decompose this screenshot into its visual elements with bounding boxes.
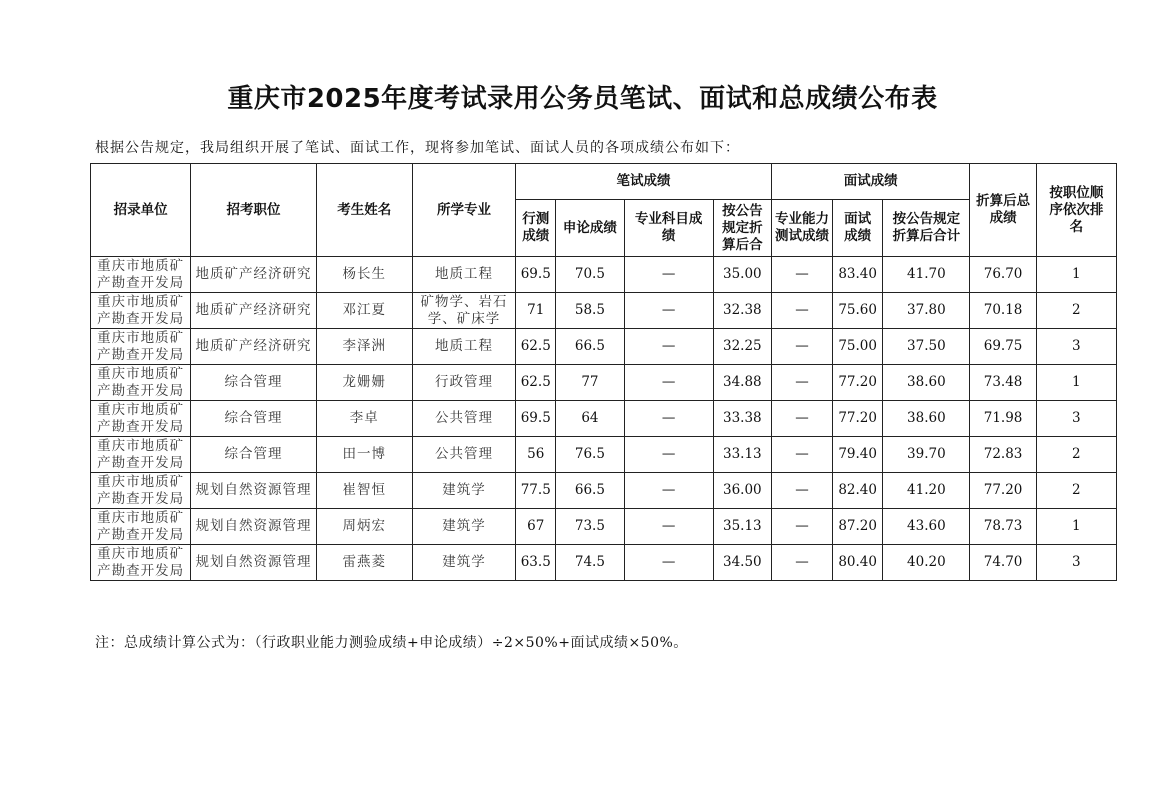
- total-cell: 72.83: [970, 437, 1036, 473]
- xingce-cell: 62.5: [516, 365, 556, 401]
- table-row: [91, 437, 1117, 473]
- xingce-cell: 77.5: [516, 473, 556, 509]
- shenlun-cell: 58.5: [556, 293, 624, 329]
- interview-converted-cell: 40.20: [883, 545, 970, 581]
- ability-test-cell: —: [771, 293, 832, 329]
- unit-cell: 重庆市地质矿产勘查开发局: [91, 545, 191, 581]
- total-cell: 78.73: [970, 509, 1036, 545]
- post-cell: 规划自然资源管理: [191, 473, 316, 509]
- interview-cell: 83.40: [833, 257, 883, 293]
- total-cell: 73.48: [970, 365, 1036, 401]
- header-xingce: 行测成绩: [516, 200, 556, 257]
- rank-cell: 3: [1036, 401, 1116, 437]
- rank-cell: 2: [1036, 293, 1116, 329]
- unit-cell: 重庆市地质矿产勘查开发局: [91, 509, 191, 545]
- professional-cell: —: [624, 365, 713, 401]
- ability-test-cell: —: [771, 329, 832, 365]
- name-cell: 田一博: [316, 437, 412, 473]
- professional-cell: —: [624, 401, 713, 437]
- total-cell: 70.18: [970, 293, 1036, 329]
- formula-note: 注：总成绩计算公式为：（行政职业能力测验成绩+申论成绩）÷2×50%+面试成绩×50%。: [95, 635, 688, 651]
- rank-cell: 2: [1036, 473, 1116, 509]
- total-cell: 76.70: [970, 257, 1036, 293]
- table-row: [91, 545, 1117, 581]
- header-name: 考生姓名: [316, 164, 412, 257]
- written-converted-cell: 34.88: [713, 365, 771, 401]
- interview-cell: 82.40: [833, 473, 883, 509]
- ability-test-cell: —: [771, 437, 832, 473]
- intro-text: 根据公告规定，我局组织开展了笔试、面试工作，现将参加笔试、面试人员的各项成绩公布如下：: [95, 140, 740, 156]
- post-cell: 综合管理: [191, 437, 316, 473]
- header-unit: 招录单位: [91, 164, 191, 257]
- written-converted-cell: 34.50: [713, 545, 771, 581]
- rank-cell: 1: [1036, 257, 1116, 293]
- interview-cell: 75.00: [833, 329, 883, 365]
- header-interview: 面试成绩: [833, 200, 883, 257]
- header-interview-group: 面试成绩: [771, 164, 970, 200]
- interview-converted-cell: 41.70: [883, 257, 970, 293]
- unit-cell: 重庆市地质矿产勘查开发局: [91, 257, 191, 293]
- ability-test-cell: —: [771, 365, 832, 401]
- rank-cell: 1: [1036, 509, 1116, 545]
- rank-cell: 2: [1036, 437, 1116, 473]
- xingce-cell: 56: [516, 437, 556, 473]
- total-cell: 77.20: [970, 473, 1036, 509]
- interview-converted-cell: 38.60: [883, 401, 970, 437]
- xingce-cell: 69.5: [516, 401, 556, 437]
- ability-test-cell: —: [771, 473, 832, 509]
- shenlun-cell: 74.5: [556, 545, 624, 581]
- post-cell: 综合管理: [191, 365, 316, 401]
- unit-cell: 重庆市地质矿产勘查开发局: [91, 473, 191, 509]
- interview-cell: 77.20: [833, 401, 883, 437]
- post-cell: 规划自然资源管理: [191, 545, 316, 581]
- post-cell: 地质矿产经济研究: [191, 293, 316, 329]
- name-cell: 崔智恒: [316, 473, 412, 509]
- professional-cell: —: [624, 473, 713, 509]
- header-written-group: 笔试成绩: [516, 164, 772, 200]
- interview-cell: 75.60: [833, 293, 883, 329]
- interview-cell: 79.40: [833, 437, 883, 473]
- written-converted-cell: 35.13: [713, 509, 771, 545]
- written-converted-cell: 32.38: [713, 293, 771, 329]
- shenlun-cell: 77: [556, 365, 624, 401]
- unit-cell: 重庆市地质矿产勘查开发局: [91, 365, 191, 401]
- professional-cell: —: [624, 257, 713, 293]
- major-cell: 公共管理: [412, 437, 515, 473]
- shenlun-cell: 73.5: [556, 509, 624, 545]
- xingce-cell: 69.5: [516, 257, 556, 293]
- post-cell: 综合管理: [191, 401, 316, 437]
- name-cell: 周炳宏: [316, 509, 412, 545]
- header-major: 所学专业: [412, 164, 515, 257]
- written-converted-cell: 36.00: [713, 473, 771, 509]
- table-row: [91, 401, 1117, 437]
- written-converted-cell: 35.00: [713, 257, 771, 293]
- header-rank: 按职位顺序依次排名: [1036, 164, 1116, 257]
- header-written-converted: 按公告规定折算后合: [713, 200, 771, 257]
- interview-converted-cell: 41.20: [883, 473, 970, 509]
- header-ability-test: 专业能力测试成绩: [771, 200, 832, 257]
- unit-cell: 重庆市地质矿产勘查开发局: [91, 437, 191, 473]
- major-cell: 行政管理: [412, 365, 515, 401]
- header-shenlun: 申论成绩: [556, 200, 624, 257]
- written-converted-cell: 32.25: [713, 329, 771, 365]
- table-row: [91, 293, 1117, 329]
- interview-converted-cell: 43.60: [883, 509, 970, 545]
- rank-cell: 1: [1036, 365, 1116, 401]
- written-converted-cell: 33.38: [713, 401, 771, 437]
- major-cell: 地质工程: [412, 257, 515, 293]
- professional-cell: —: [624, 437, 713, 473]
- total-cell: 69.75: [970, 329, 1036, 365]
- interview-converted-cell: 38.60: [883, 365, 970, 401]
- written-converted-cell: 33.13: [713, 437, 771, 473]
- major-cell: 地质工程: [412, 329, 515, 365]
- header-post: 招考职位: [191, 164, 316, 257]
- major-cell: 建筑学: [412, 473, 515, 509]
- shenlun-cell: 76.5: [556, 437, 624, 473]
- scores-table: [90, 163, 1117, 581]
- table-row: [91, 257, 1117, 293]
- interview-converted-cell: 37.80: [883, 293, 970, 329]
- ability-test-cell: —: [771, 401, 832, 437]
- interview-converted-cell: 39.70: [883, 437, 970, 473]
- table-row: [91, 365, 1117, 401]
- major-cell: 公共管理: [412, 401, 515, 437]
- shenlun-cell: 70.5: [556, 257, 624, 293]
- major-cell: 建筑学: [412, 545, 515, 581]
- post-cell: 地质矿产经济研究: [191, 257, 316, 293]
- rank-cell: 3: [1036, 329, 1116, 365]
- table-row: [91, 509, 1117, 545]
- header-interview-converted: 按公告规定折算后合计: [883, 200, 970, 257]
- page-title: 重庆市2025年度考试录用公务员笔试、面试和总成绩公布表: [227, 84, 938, 114]
- interview-cell: 80.40: [833, 545, 883, 581]
- table-row: [91, 473, 1117, 509]
- shenlun-cell: 66.5: [556, 473, 624, 509]
- xingce-cell: 71: [516, 293, 556, 329]
- name-cell: 龙姗姗: [316, 365, 412, 401]
- name-cell: 雷燕菱: [316, 545, 412, 581]
- total-cell: 74.70: [970, 545, 1036, 581]
- professional-cell: —: [624, 545, 713, 581]
- shenlun-cell: 66.5: [556, 329, 624, 365]
- interview-cell: 87.20: [833, 509, 883, 545]
- interview-cell: 77.20: [833, 365, 883, 401]
- unit-cell: 重庆市地质矿产勘查开发局: [91, 329, 191, 365]
- ability-test-cell: —: [771, 257, 832, 293]
- name-cell: 邓江夏: [316, 293, 412, 329]
- unit-cell: 重庆市地质矿产勘查开发局: [91, 401, 191, 437]
- xingce-cell: 67: [516, 509, 556, 545]
- total-cell: 71.98: [970, 401, 1036, 437]
- header-professional: 专业科目成绩: [624, 200, 713, 257]
- shenlun-cell: 64: [556, 401, 624, 437]
- name-cell: 杨长生: [316, 257, 412, 293]
- unit-cell: 重庆市地质矿产勘查开发局: [91, 293, 191, 329]
- header-total: 折算后总成绩: [970, 164, 1036, 257]
- interview-converted-cell: 37.50: [883, 329, 970, 365]
- ability-test-cell: —: [771, 509, 832, 545]
- major-cell: 矿物学、岩石学、矿床学: [412, 293, 515, 329]
- professional-cell: —: [624, 329, 713, 365]
- xingce-cell: 62.5: [516, 329, 556, 365]
- major-cell: 建筑学: [412, 509, 515, 545]
- ability-test-cell: —: [771, 545, 832, 581]
- table-row: [91, 329, 1117, 365]
- professional-cell: —: [624, 293, 713, 329]
- rank-cell: 3: [1036, 545, 1116, 581]
- xingce-cell: 63.5: [516, 545, 556, 581]
- post-cell: 地质矿产经济研究: [191, 329, 316, 365]
- name-cell: 李卓: [316, 401, 412, 437]
- name-cell: 李泽洲: [316, 329, 412, 365]
- professional-cell: —: [624, 509, 713, 545]
- post-cell: 规划自然资源管理: [191, 509, 316, 545]
